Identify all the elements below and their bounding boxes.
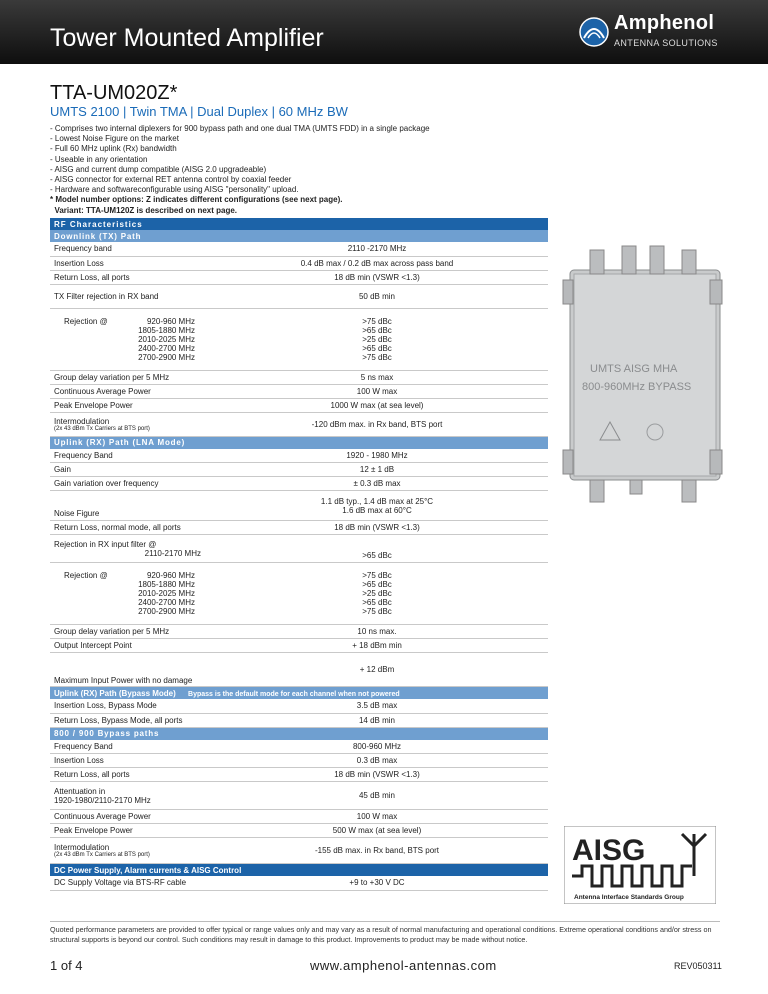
spec-label: Return Loss, normal mode, all ports	[50, 521, 206, 535]
spec-value: + 18 dBm min	[206, 639, 549, 653]
rejection-label: Rejection @	[64, 571, 108, 580]
section-note: Bypass is the default mode for each channel when not powered	[188, 690, 400, 698]
product-subtitle: UMTS 2100 | Twin TMA | Dual Duplex | 60 MHz BW	[50, 104, 348, 119]
rejection-value: >75 dBc	[362, 352, 392, 362]
spec-value: ± 0.3 dB max	[206, 477, 549, 491]
spec-value: 12 ± 1 dB	[206, 463, 549, 477]
feature-item: - Full 60 MHz uplink (Rx) bandwidth	[50, 144, 177, 154]
model-note: * Model number options: Z indicates different configurations (see next page).	[50, 195, 343, 205]
spec-value: >65 dBc	[206, 535, 549, 563]
rejection-value: >65 dBc	[362, 598, 392, 607]
spec-value: 0.4 dB max / 0.2 dB max across pass band	[206, 256, 549, 270]
spec-value: 10 ns max.	[206, 625, 549, 639]
feature-item: - Hardware and softwareconfigurable using AISG "personality" upload.	[50, 185, 299, 195]
rejection-value: >65 dBc	[362, 325, 392, 335]
page-title: Tower Mounted Amplifier	[50, 24, 324, 52]
spec-note: (2x 43 dBm Tx Carriers at BTS port)	[54, 852, 150, 858]
spec-label: Group delay variation per 5 MHz	[50, 370, 206, 384]
brand-subtitle: ANTENNA SOLUTIONS	[614, 38, 718, 48]
model-number: TTA-UM020Z*	[50, 82, 178, 104]
spec-value: 14 dB min	[206, 713, 549, 727]
spec-label: Attentuation in	[54, 786, 106, 796]
spec-label: Peak Envelope Power	[50, 398, 206, 412]
spec-label: TX Filter rejection in RX band	[50, 284, 206, 308]
intermod-cell	[50, 838, 206, 864]
rejection-values	[206, 308, 549, 370]
spec-value: 100 W max	[206, 810, 549, 824]
spec-value: 1.1 dB typ., 1.4 dB max at 25°C	[320, 496, 434, 506]
spec-value: 1920 - 1980 MHz	[206, 449, 549, 463]
rejection-value: >75 dBc	[362, 607, 392, 616]
intermod-cell	[50, 412, 206, 436]
rejection-freq: 2700-2900 MHz	[138, 607, 195, 616]
spec-table	[50, 218, 548, 891]
feature-item: - AISG and current dump compatible (AISG 2.0 upgradeable)	[50, 164, 267, 174]
feature-item: - Lowest Noise Figure on the market	[50, 134, 179, 144]
spec-value: 50 dB min	[206, 284, 549, 308]
spec-value: -120 dBm max. in Rx band, BTS port	[206, 412, 549, 436]
rejection-cell	[50, 563, 206, 625]
spec-value: 5 ns max	[206, 370, 549, 384]
spec-label: Return Loss, Bypass Mode, all ports	[50, 713, 206, 727]
spec-value: 3.5 dB max	[206, 699, 549, 713]
brand-name: Amphenol	[614, 12, 715, 34]
spec-label: Gain	[50, 463, 206, 477]
spec-note: (2x 43 dBm Tx Carriers at BTS port)	[54, 425, 150, 432]
spec-label: Frequency Band	[50, 740, 206, 754]
rejection-value: >65 dBc	[362, 580, 392, 589]
spec-value: -155 dB max. in Rx band, BTS port	[206, 838, 549, 864]
uplink-bypass-section-header	[50, 687, 548, 700]
spec-label: Frequency band	[50, 242, 206, 256]
spec-label: Group delay variation per 5 MHz	[50, 625, 206, 639]
rejection-value: >25 dBc	[362, 589, 392, 598]
rejection-freq: 920-960 MHz	[146, 316, 195, 326]
revision-code: REV050311	[674, 961, 722, 971]
rejection-value: >75 dBc	[362, 571, 392, 580]
spec-value: 500 W max (at sea level)	[206, 824, 549, 838]
spec-label: Insertion Loss	[50, 754, 206, 768]
spec-value: 100 W max	[206, 384, 549, 398]
spec-label: Continuous Average Power	[50, 810, 206, 824]
product-label: 800-960MHz BYPASS	[582, 381, 692, 393]
rejection-freq: 2700-2900 MHz	[138, 352, 195, 362]
disclaimer: Quoted performance parameters are provided to offer typical or range values only and may vary as a result of normal manufacturing and operational conditions. Extreme operational conditions and/or stress on structural supports is beyond our control. Such conditions may result in damage to this product. Improvements to product may be made without notice.	[50, 921, 720, 945]
section-title: Uplink (RX) Path (Bypass Mode)	[54, 688, 176, 698]
spec-label: Rejection in RX input filter @	[54, 539, 157, 549]
spec-value: 18 dB min (VSWR <1.3)	[206, 521, 549, 535]
spec-value: +9 to +30 V DC	[206, 876, 549, 890]
rejection-label: Rejection @	[64, 316, 108, 326]
spec-label: Intermodulation	[54, 843, 110, 852]
spec-label: Peak Envelope Power	[50, 824, 206, 838]
uplink-lna-section-header: Uplink (RX) Path (LNA Mode)	[50, 436, 548, 449]
spec-value: 2110 -2170 MHz	[206, 242, 549, 256]
spec-label: Gain variation over frequency	[50, 477, 206, 491]
rejection-freq: 2010-2025 MHz	[138, 589, 195, 598]
rejection-freq: 1805-1880 MHz	[138, 325, 195, 335]
spec-value: 18 dB min (VSWR <1.3)	[206, 270, 549, 284]
spec-value: 1.6 dB max at 60°C	[342, 505, 412, 515]
spec-value: 800-960 MHz	[206, 740, 549, 754]
spec-label: Maximum Input Power with no damage	[50, 653, 206, 687]
rejection-values	[206, 563, 549, 625]
attenuation-cell	[50, 782, 206, 810]
rejection-freq: 2010-2025 MHz	[138, 334, 195, 344]
spec-label: Return Loss, all ports	[50, 768, 206, 782]
rejection-value: >75 dBc	[362, 316, 392, 326]
spec-label: 1920-1980/2110-2170 MHz	[54, 795, 151, 805]
bypass-800-900-section-header: 800 / 900 Bypass paths	[50, 727, 548, 740]
spec-value: 45 dB min	[206, 782, 549, 810]
header-bar	[0, 0, 768, 64]
spec-label: Intermodulation	[54, 416, 110, 426]
rf-characteristics-header: RF Characteristics	[50, 218, 548, 230]
rejection-value: >25 dBc	[362, 334, 392, 344]
spec-value: 1000 W max (at sea level)	[206, 398, 549, 412]
product-label: UMTS AISG MHA	[590, 363, 678, 375]
spec-label: Frequency Band	[50, 449, 206, 463]
rejection-cell	[50, 308, 206, 370]
rejection-freq: 1805-1880 MHz	[138, 580, 195, 589]
rej-input-cell	[50, 535, 206, 563]
rejection-value: >65 dBc	[362, 343, 392, 353]
spec-label: Insertion Loss, Bypass Mode	[50, 699, 206, 713]
aisg-logo	[564, 826, 716, 904]
spec-label: DC Supply Voltage via BTS-RF cable	[50, 876, 206, 890]
spec-freq: 2110-2170 MHz	[144, 548, 201, 558]
spec-label: Output Intercept Point	[50, 639, 206, 653]
spec-value: 0.3 dB max	[206, 754, 549, 768]
website-link[interactable]: www.amphenol-antennas.com	[310, 958, 497, 973]
feature-item: - Comprises two internal diplexers for 900 bypass path and one dual TMA (UMTS FDD) in a single package	[50, 124, 430, 133]
spec-value: 18 dB min (VSWR <1.3)	[206, 768, 549, 782]
spec-label: Return Loss, all ports	[50, 270, 206, 284]
rejection-freq: 2400-2700 MHz	[138, 598, 195, 607]
amphenol-logo-icon	[578, 16, 610, 48]
spec-label: Insertion Loss	[50, 256, 206, 270]
feature-list	[50, 124, 430, 216]
amphenol-logo	[578, 12, 724, 60]
dc-power-section-header: DC Power Supply, Alarm currents & AISG Control	[50, 864, 548, 877]
rejection-freq: 2400-2700 MHz	[138, 343, 195, 353]
spec-label: Noise Figure	[50, 491, 206, 521]
variant-note: Variant: TTA-UM120Z is described on next page.	[50, 205, 238, 215]
feature-item: - Useable in any orientation	[50, 154, 148, 164]
page-number: 1 of 4	[50, 958, 83, 973]
product-photo	[560, 240, 728, 510]
aisg-tagline: Antenna Interface Standards Group	[574, 894, 684, 901]
aisg-wordmark: AISG	[572, 834, 646, 867]
aisg-logo-icon	[564, 826, 716, 904]
rejection-freq: 920-960 MHz	[146, 571, 195, 580]
downlink-section-header: Downlink (TX) Path	[50, 230, 548, 242]
noise-values	[206, 491, 549, 521]
feature-item: - AISG connector for external RET antenna control by coaxial feeder	[50, 175, 292, 185]
spec-value: + 12 dBm	[206, 653, 549, 687]
spec-label: Continuous Average Power	[50, 384, 206, 398]
